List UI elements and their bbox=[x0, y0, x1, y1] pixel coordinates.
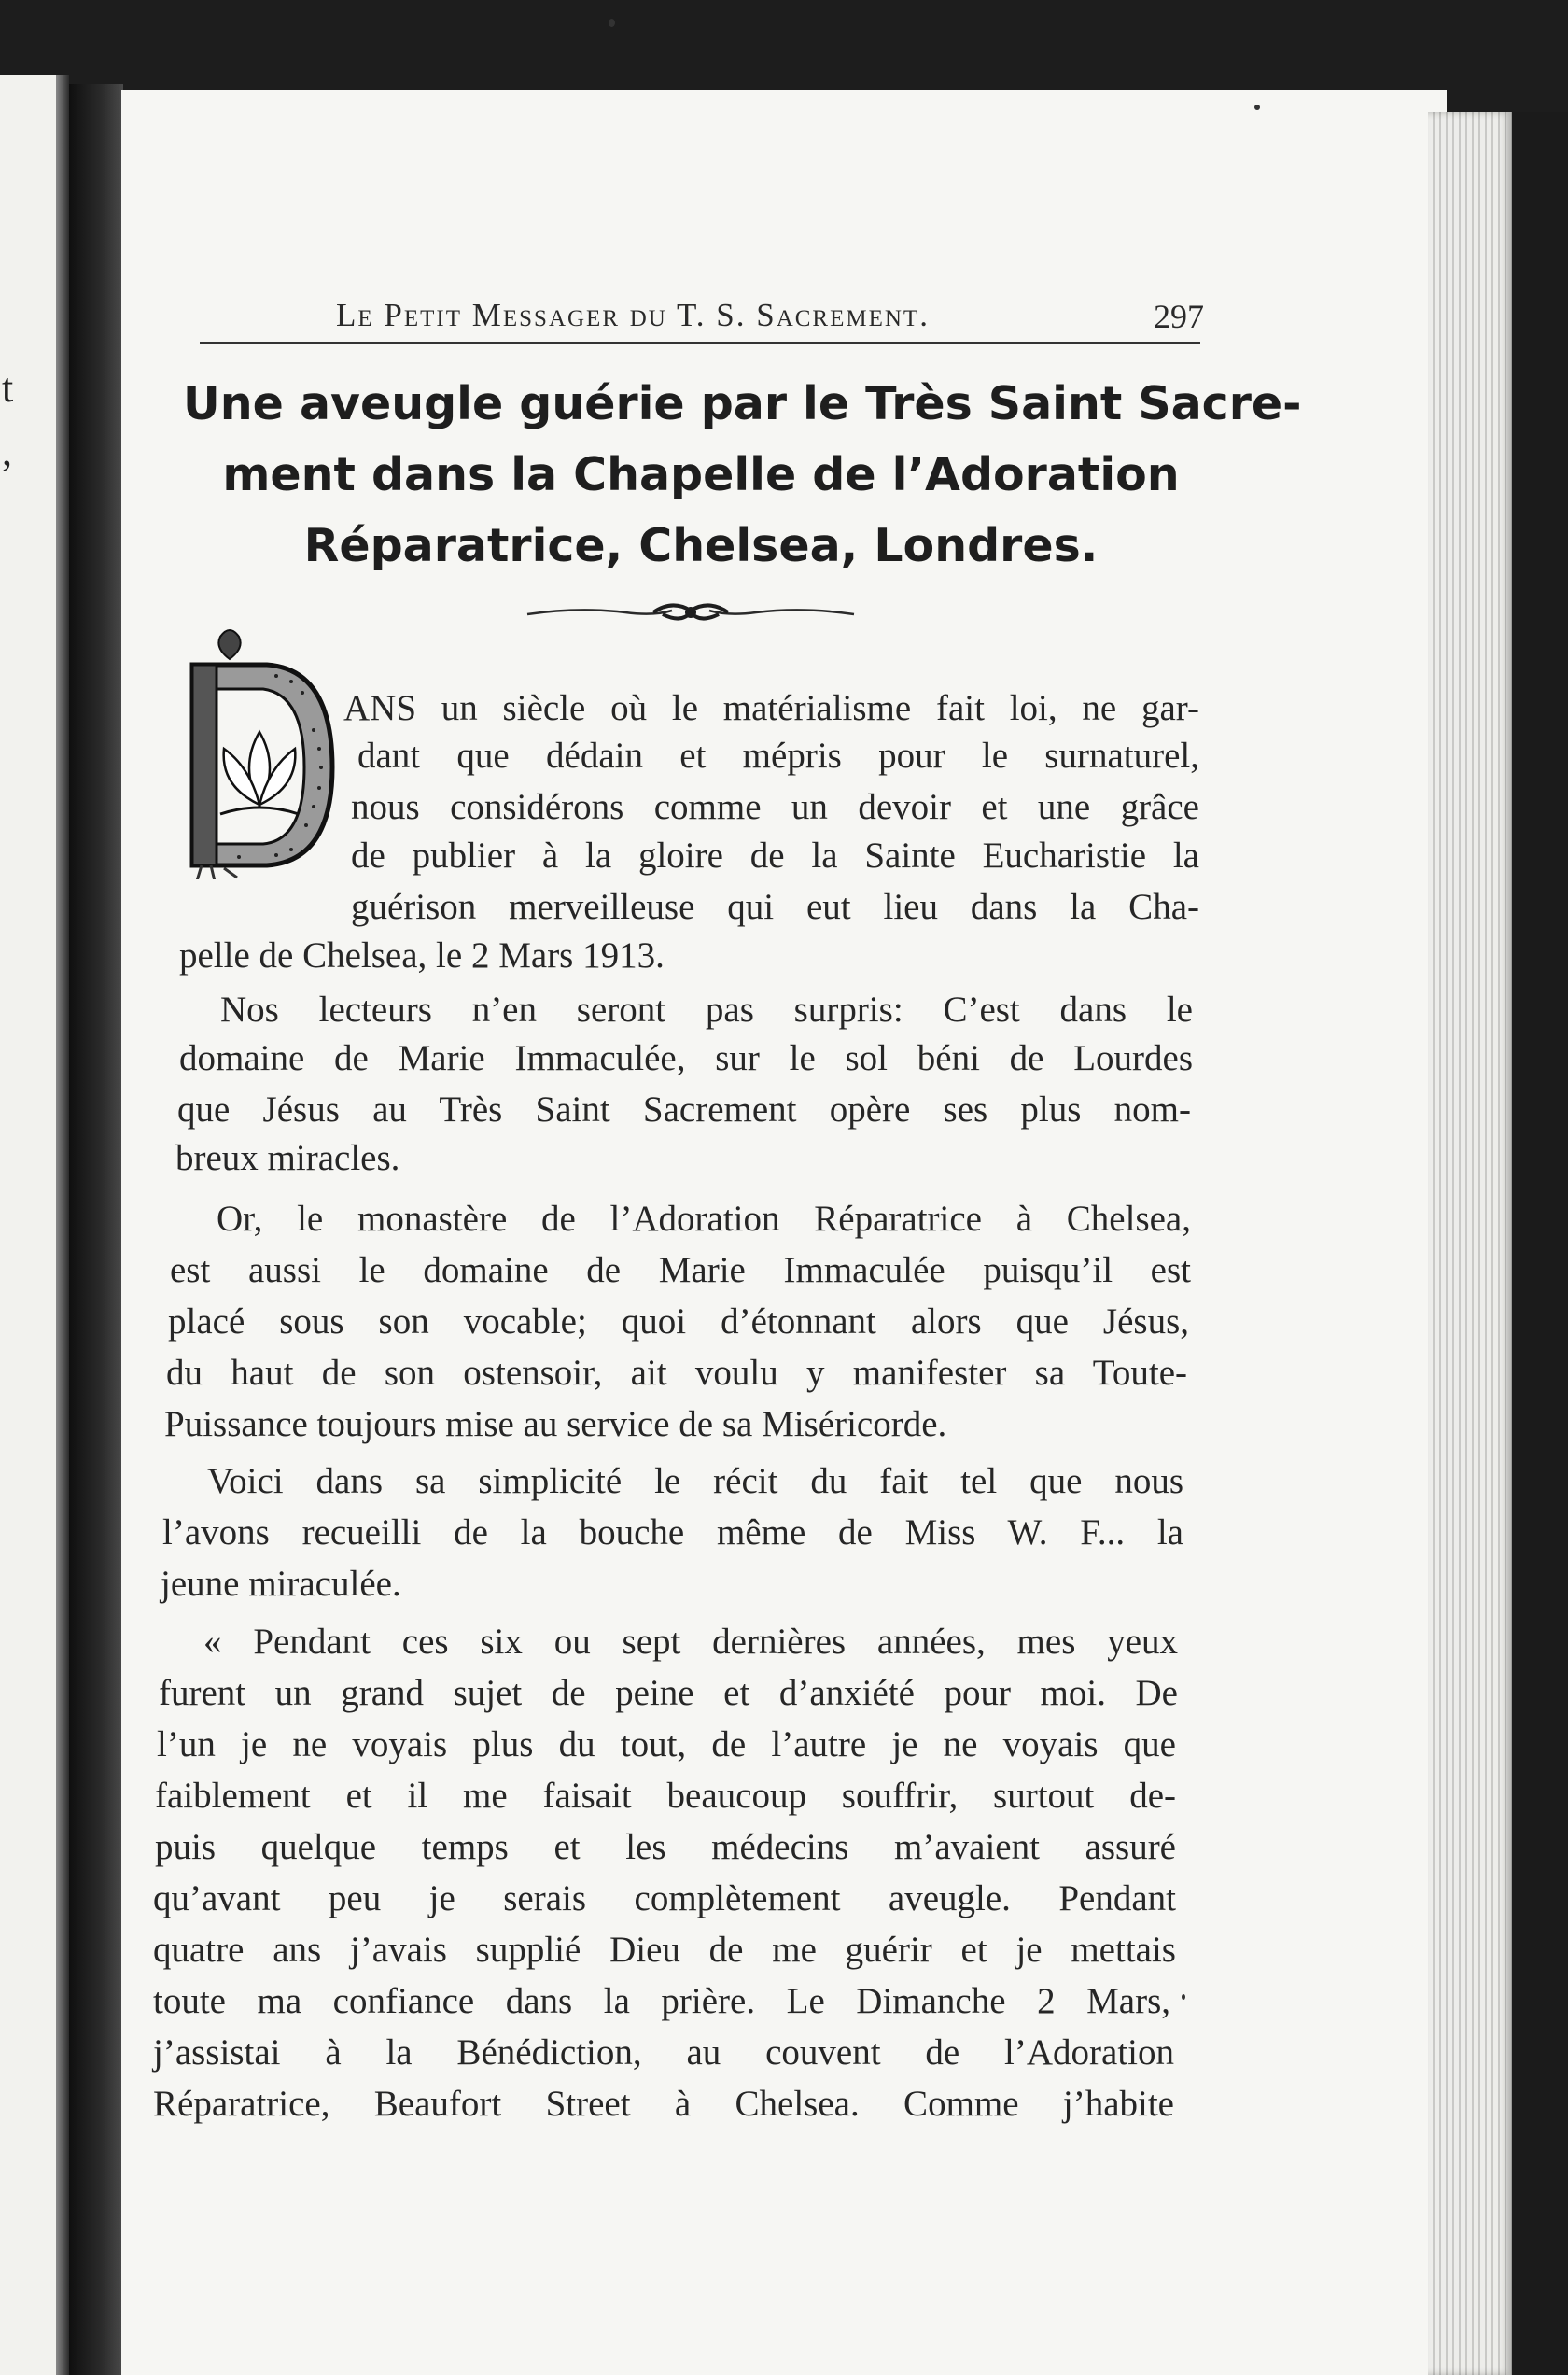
body-text-line: dant que dédain et mépris pour le surnaturel, bbox=[357, 736, 1199, 776]
body-text-line: est aussi le domaine de Marie Immaculée puisqu’il est bbox=[170, 1250, 1191, 1290]
header-rule bbox=[200, 342, 1200, 344]
illuminated-drop-cap bbox=[183, 627, 338, 879]
body-text-line: que Jésus au Très Saint Sacrement opère ses plus nom- bbox=[177, 1089, 1191, 1130]
body-text-line: domaine de Marie Immaculée, sur le sol béni de Lourdes bbox=[179, 1038, 1193, 1078]
body-text-line: jeune miraculée. bbox=[161, 1564, 401, 1604]
body-text-line: quatre ans j’avais supplié Dieu de me guérir et je mettais bbox=[153, 1930, 1176, 1970]
left-page-fragment: t bbox=[2, 365, 14, 411]
body-text-line: « Pendant ces six ou sept dernières années, mes yeux bbox=[203, 1622, 1178, 1662]
page-number: 297 bbox=[1154, 298, 1204, 335]
body-text-line-text: ANS un siècle où le matérialisme fait loi, ne gar- bbox=[343, 688, 1199, 728]
body-text-line: Or, le monastère de l’Adoration Réparatrice à Chelsea, bbox=[217, 1199, 1191, 1239]
body-text-line: guérison merveilleuse qui eut lieu dans la Cha- bbox=[351, 887, 1199, 927]
body-text-line: Puissance toujours mise au service de sa Miséricorde. bbox=[164, 1404, 947, 1444]
book-gutter bbox=[69, 84, 123, 2375]
body-text-line: Voici dans sa simplicité le récit du fait tel que nous bbox=[207, 1461, 1183, 1501]
left-page-fragment: , bbox=[2, 429, 12, 474]
body-text-line: de publier à la gloire de la Sainte Eucharistie la bbox=[351, 836, 1199, 876]
body-text-line: faiblement et il me faisait beaucoup souffrir, surtout de- bbox=[155, 1776, 1176, 1816]
scanner-edge-right bbox=[1512, 112, 1568, 2375]
left-page-shadow bbox=[56, 75, 69, 2375]
scan-speck bbox=[1254, 105, 1260, 110]
scan-speck bbox=[1182, 1994, 1185, 2000]
page-stack-edges bbox=[1428, 112, 1512, 2375]
ornament-divider-icon bbox=[523, 594, 859, 631]
body-text-line: puis quelque temps et les médecins m’avaient assuré bbox=[155, 1827, 1176, 1867]
body-text-line: placé sous son vocable; quoi d’étonnant alors que Jésus, bbox=[168, 1301, 1189, 1342]
body-text-line: qu’avant peu je serais complètement aveugle. Pendant bbox=[153, 1878, 1176, 1918]
article-title-line: ment dans la Chapelle de l’Adoration bbox=[222, 448, 1180, 501]
body-text-line: Réparatrice, Beaufort Street à Chelsea. Comme j’habite bbox=[153, 2084, 1174, 2124]
article-title-line: Une aveugle guérie par le Très Saint Sacre- bbox=[183, 377, 1302, 430]
body-text-line: breux miracles. bbox=[175, 1138, 400, 1178]
body-text-line: nous considérons comme un devoir et une grâce bbox=[351, 787, 1199, 827]
body-text-line: l’avons recueilli de la bouche même de Miss W. F... la bbox=[162, 1512, 1183, 1553]
body-text-line: j’assistai à la Bénédiction, au couvent de l’Adoration bbox=[153, 2032, 1174, 2073]
article-title-line: Réparatrice, Chelsea, Londres. bbox=[303, 519, 1099, 572]
body-text-line: pelle de Chelsea, le 2 Mars 1913. bbox=[179, 935, 665, 976]
body-text-line: furent un grand sujet de peine et d’anxiété pour moi. De bbox=[159, 1673, 1178, 1713]
running-title: Le Petit Messager du T. S. Sacrement. bbox=[336, 297, 930, 333]
body-text-line bbox=[343, 686, 1199, 731]
scan-speck bbox=[609, 19, 615, 27]
body-text-line: l’un je ne voyais plus du tout, de l’autre je ne voyais que bbox=[157, 1724, 1176, 1764]
body-text-line: du haut de son ostensoir, ait voulu y manifester sa Toute- bbox=[166, 1353, 1187, 1393]
body-text-line: toute ma confiance dans la prière. Le Dimanche 2 Mars, bbox=[153, 1981, 1170, 2021]
body-text-line: Nos lecteurs n’en seront pas surpris: C’est dans le bbox=[220, 990, 1193, 1030]
article-title bbox=[183, 369, 1302, 582]
